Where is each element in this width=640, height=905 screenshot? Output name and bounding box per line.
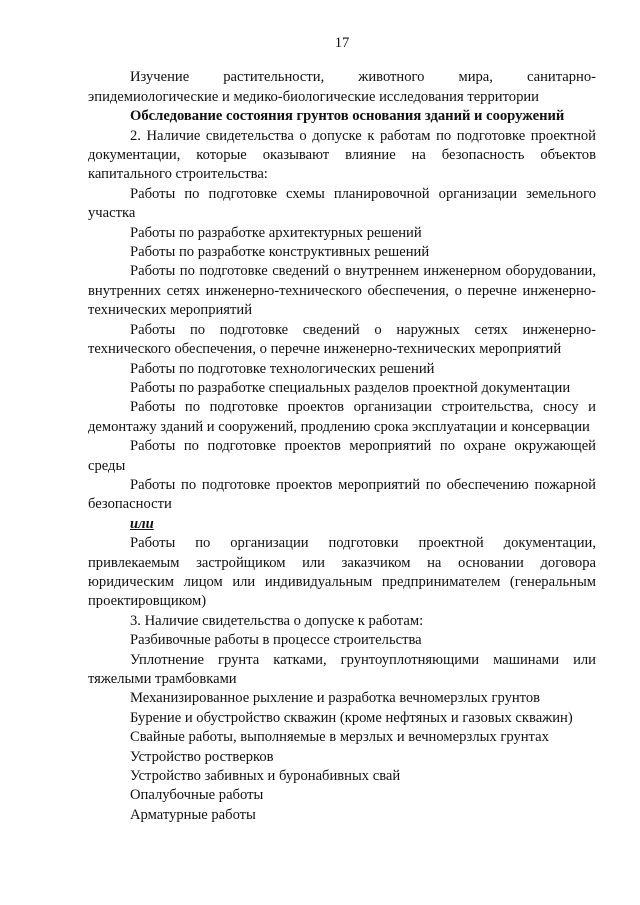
paragraph-driven-piles: Устройство забивных и буронабивных свай: [130, 768, 401, 785]
paragraph-drilling: Бурение и обустройство скважин (кроме нефтяных и газовых скважин): [130, 709, 573, 726]
paragraph-external-networks: Работы по подготовке сведений о наружных сетях инженерно-технического обеспечения, о перечне инженерно-технических мероприятий: [88, 321, 596, 358]
paragraph-general-designer: Работы по организации подготовки проектной документации, привлекаемым застройщиком или заказчиком на основании договора юридическим лицом или индивидуальным предпринимателем (генеральным проектировщиком): [88, 535, 596, 610]
paragraph-internal-networks: Работы по подготовке сведений о внутреннем инженерном оборудовании, внутренних сетях инженерно-технического обеспечения, о перечне инженерно-технических мероприятий: [88, 263, 596, 319]
paragraph-pile-works: Свайные работы, выполняемые в мерзлых и вечномерзлых грунтах: [130, 729, 549, 746]
paragraph-special-sections: Работы по разработке специальных разделов проектной документации: [130, 379, 571, 396]
paragraph-structural: Работы по разработке конструктивных решений: [130, 244, 430, 261]
paragraph-reinforcement: Арматурные работы: [130, 806, 256, 823]
paragraph-or: [88, 515, 596, 534]
or-emphasis: или: [130, 515, 154, 532]
page-number: 17: [334, 35, 350, 51]
paragraph-technological: Работы по подготовке технологических решений: [130, 360, 435, 377]
paragraph-layout-works: Разбивочные работы в процессе строительства: [130, 632, 422, 649]
paragraph-architectural: Работы по разработке архитектурных решений: [130, 224, 422, 241]
paragraph-section-2: 2. Наличие свидетельства о допуске к работам по подготовке проектной документации, которые оказывают влияние на безопасность объектов капитального строительства:: [88, 127, 596, 183]
paragraph-fire-safety: Работы по подготовке проектов мероприятий по обеспечению пожарной безопасности: [88, 476, 596, 513]
paragraph-soil-survey-heading: Обследование состояния грунтов основания зданий и сооружений: [130, 108, 565, 125]
paragraph-environment: Работы по подготовке проектов мероприятий по охране окружающей среды: [88, 438, 596, 474]
paragraph-research: Изучение растительности, животного мира, санитарно-эпидемиологические и медико-биологические исследования территории: [88, 69, 596, 105]
paragraph-construction-organization: Работы по подготовке проектов организации строительства, сносу и демонтажу зданий и сооружений, продлению срока эксплуатации и консервации: [88, 399, 596, 435]
paragraph-section-3: 3. Наличие свидетельства о допуске к работам:: [130, 612, 424, 629]
paragraph-grillage: Устройство ростверков: [130, 748, 274, 765]
paragraph-land-plot-scheme: Работы по подготовке схемы планировочной организации земельного участка: [88, 185, 596, 222]
paragraph-permafrost-loosening: Механизированное рыхление и разработка вечномерзлых грунтов: [130, 690, 541, 707]
paragraph-formwork: Опалубочные работы: [130, 787, 264, 804]
paragraph-soil-compaction: Уплотнение грунта катками, грунтоуплотняющими машинами или тяжелыми трамбовками: [88, 651, 596, 687]
